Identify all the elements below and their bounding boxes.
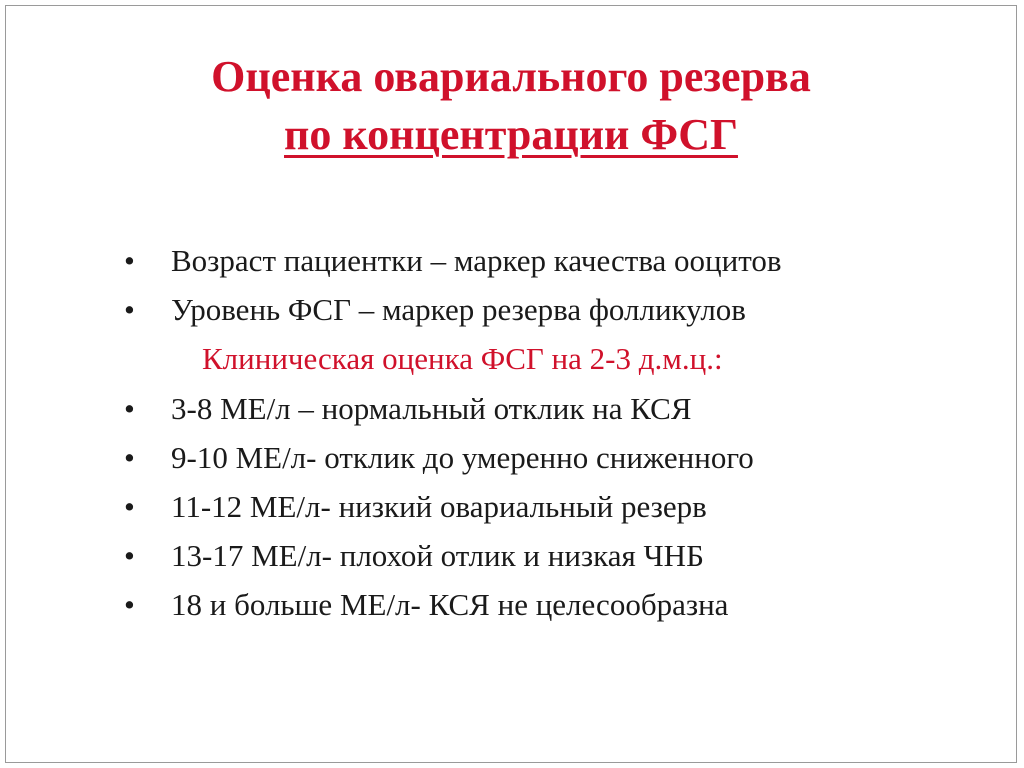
title-line-2: по концентрации ФСГ: [284, 110, 738, 159]
bullet-marker: •: [124, 587, 135, 623]
bullet-list: [124, 241, 976, 635]
bullet-item: [124, 536, 976, 585]
title-line-1: Оценка овариального резерва: [211, 52, 811, 101]
bullet-marker: •: [124, 488, 135, 524]
bullet-item: [124, 290, 976, 339]
bullet-marker: •: [124, 538, 135, 574]
bullet-marker: •: [124, 243, 135, 278]
bullet-item: [124, 389, 976, 438]
subheading: [124, 339, 976, 388]
bullet-marker: •: [124, 439, 135, 475]
bullet-text: Возраст пациентки – маркер качества ооцитов: [171, 243, 782, 278]
bullet-item: [124, 487, 976, 536]
bullet-text: 18 и больше МЕ/л- КСЯ не целесообразна: [171, 587, 729, 623]
subheading-text: Клиническая оценка ФСГ на 2-3 д.м.ц.:: [202, 341, 723, 377]
bullet-marker: •: [124, 292, 135, 328]
bullet-text: 9-10 МЕ/л- отклик до умеренно сниженного: [171, 439, 754, 475]
bullet-item: [124, 585, 976, 634]
bullet-text: 13-17 МЕ/л- плохой отлик и низкая ЧНБ: [171, 538, 704, 574]
bullet-text: Уровень ФСГ – маркер резерва фолликулов: [171, 292, 746, 328]
bullet-item: [124, 241, 976, 290]
bullet-text: 3-8 МЕ/л – нормальный отклик на КСЯ: [171, 390, 692, 426]
slide: [5, 5, 1017, 763]
bullet-text: 11-12 МЕ/л- низкий овариальный резерв: [171, 488, 707, 524]
bullet-marker: •: [124, 390, 135, 426]
slide-title: [6, 48, 1016, 164]
bullet-item: [124, 438, 976, 487]
